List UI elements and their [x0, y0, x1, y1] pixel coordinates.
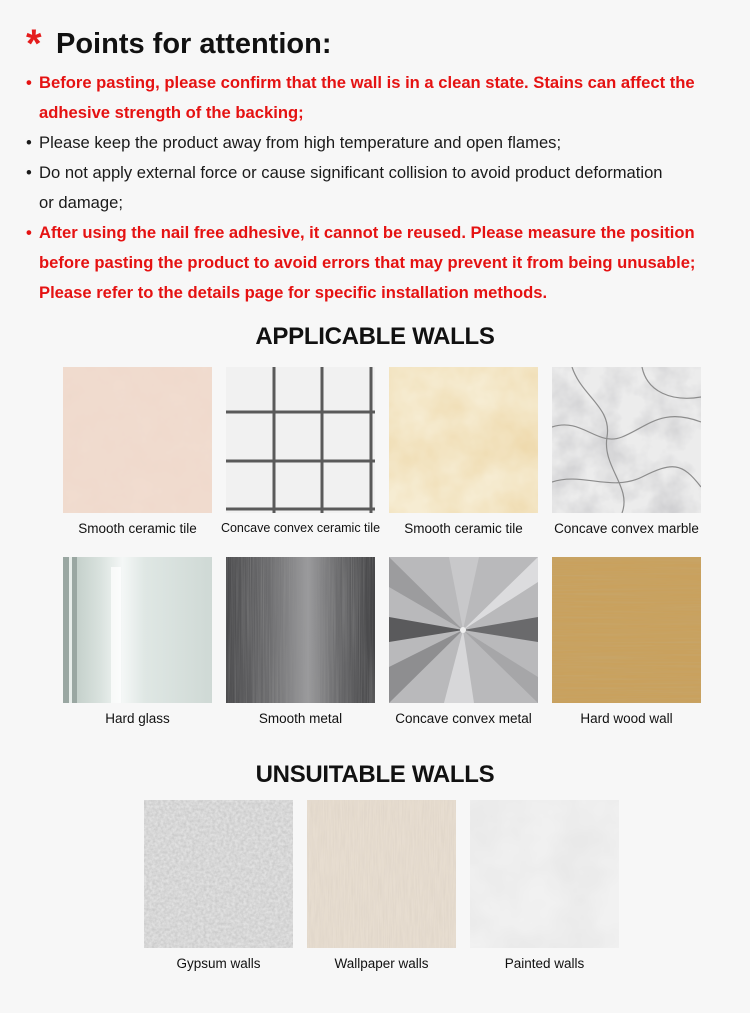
wood-texture	[552, 557, 701, 703]
wall-tile-hard-glass	[63, 557, 212, 726]
bullet: •	[26, 133, 32, 152]
white-marble-texture	[552, 367, 701, 513]
note-line: adhesive strength of the backing;	[39, 103, 304, 122]
bullet: •	[26, 163, 32, 182]
wall-tile-gypsum	[144, 800, 293, 971]
attention-header	[26, 24, 331, 64]
wall-caption: Wallpaper walls	[334, 956, 429, 971]
wallpaper-texture	[307, 800, 456, 948]
asterisk-icon: *	[26, 22, 42, 66]
note-item	[26, 218, 726, 308]
yellow-marble-texture	[389, 367, 538, 513]
wall-caption: Gypsum walls	[176, 956, 261, 971]
wall-caption: Hard glass	[105, 711, 170, 726]
wall-caption: Concave convex metal	[395, 711, 532, 726]
applicable-walls-title: APPLICABLE WALLS	[255, 323, 495, 350]
wall-tile-smooth-ceramic	[63, 367, 212, 536]
wall-tile-concave-convex-ceramic	[220, 367, 381, 535]
unsuitable-walls-title: UNSUITABLE WALLS	[255, 761, 495, 788]
bullet: •	[26, 223, 32, 242]
note-line: Please keep the product away from high temperature and open flames;	[39, 133, 562, 152]
bullet: •	[26, 73, 32, 92]
wall-caption: Smooth ceramic tile	[78, 521, 197, 536]
note-item	[26, 68, 726, 128]
wall-caption: Concave convex marble	[554, 521, 699, 536]
wall-caption: Smooth metal	[258, 711, 343, 726]
pink-marble-texture	[63, 367, 212, 513]
note-line: Before pasting, please confirm that the wall is in a clean state. Stains can affect the	[39, 73, 695, 92]
painted-texture	[470, 800, 619, 948]
note-line: After using the nail free adhesive, it cannot be reused. Please measure the position	[39, 223, 695, 242]
wall-tile-concave-convex-metal	[389, 557, 538, 726]
wall-tile-smooth-ceramic-yellow	[389, 367, 538, 536]
notes-list	[26, 68, 726, 308]
note-line: Please refer to the details page for specific installation methods.	[39, 283, 548, 302]
page-title: Points for attention:	[56, 28, 332, 60]
wall-caption: Concave convex ceramic tile	[220, 521, 381, 535]
note-line: before pasting the product to avoid errors that may prevent it from being unusable;	[39, 253, 696, 272]
wall-caption: Smooth ceramic tile	[404, 521, 523, 536]
gypsum-texture	[144, 800, 293, 948]
radial-metal-texture	[389, 557, 538, 703]
note-item	[26, 128, 726, 158]
grid-tile-texture	[226, 367, 375, 513]
wall-tile-hard-wood	[552, 557, 701, 726]
wall-tile-painted	[470, 800, 619, 971]
glass-texture	[63, 557, 212, 703]
note-item	[26, 158, 726, 218]
note-line: Do not apply external force or cause significant collision to avoid product deformation	[39, 163, 663, 182]
note-line: or damage;	[39, 193, 123, 212]
wall-caption: Hard wood wall	[580, 711, 673, 726]
wall-tile-smooth-metal	[226, 557, 375, 726]
wall-tile-wallpaper	[307, 800, 456, 971]
wall-caption: Painted walls	[504, 956, 585, 971]
brushed-metal-texture	[226, 557, 375, 703]
wall-tile-concave-convex-marble	[552, 367, 701, 536]
